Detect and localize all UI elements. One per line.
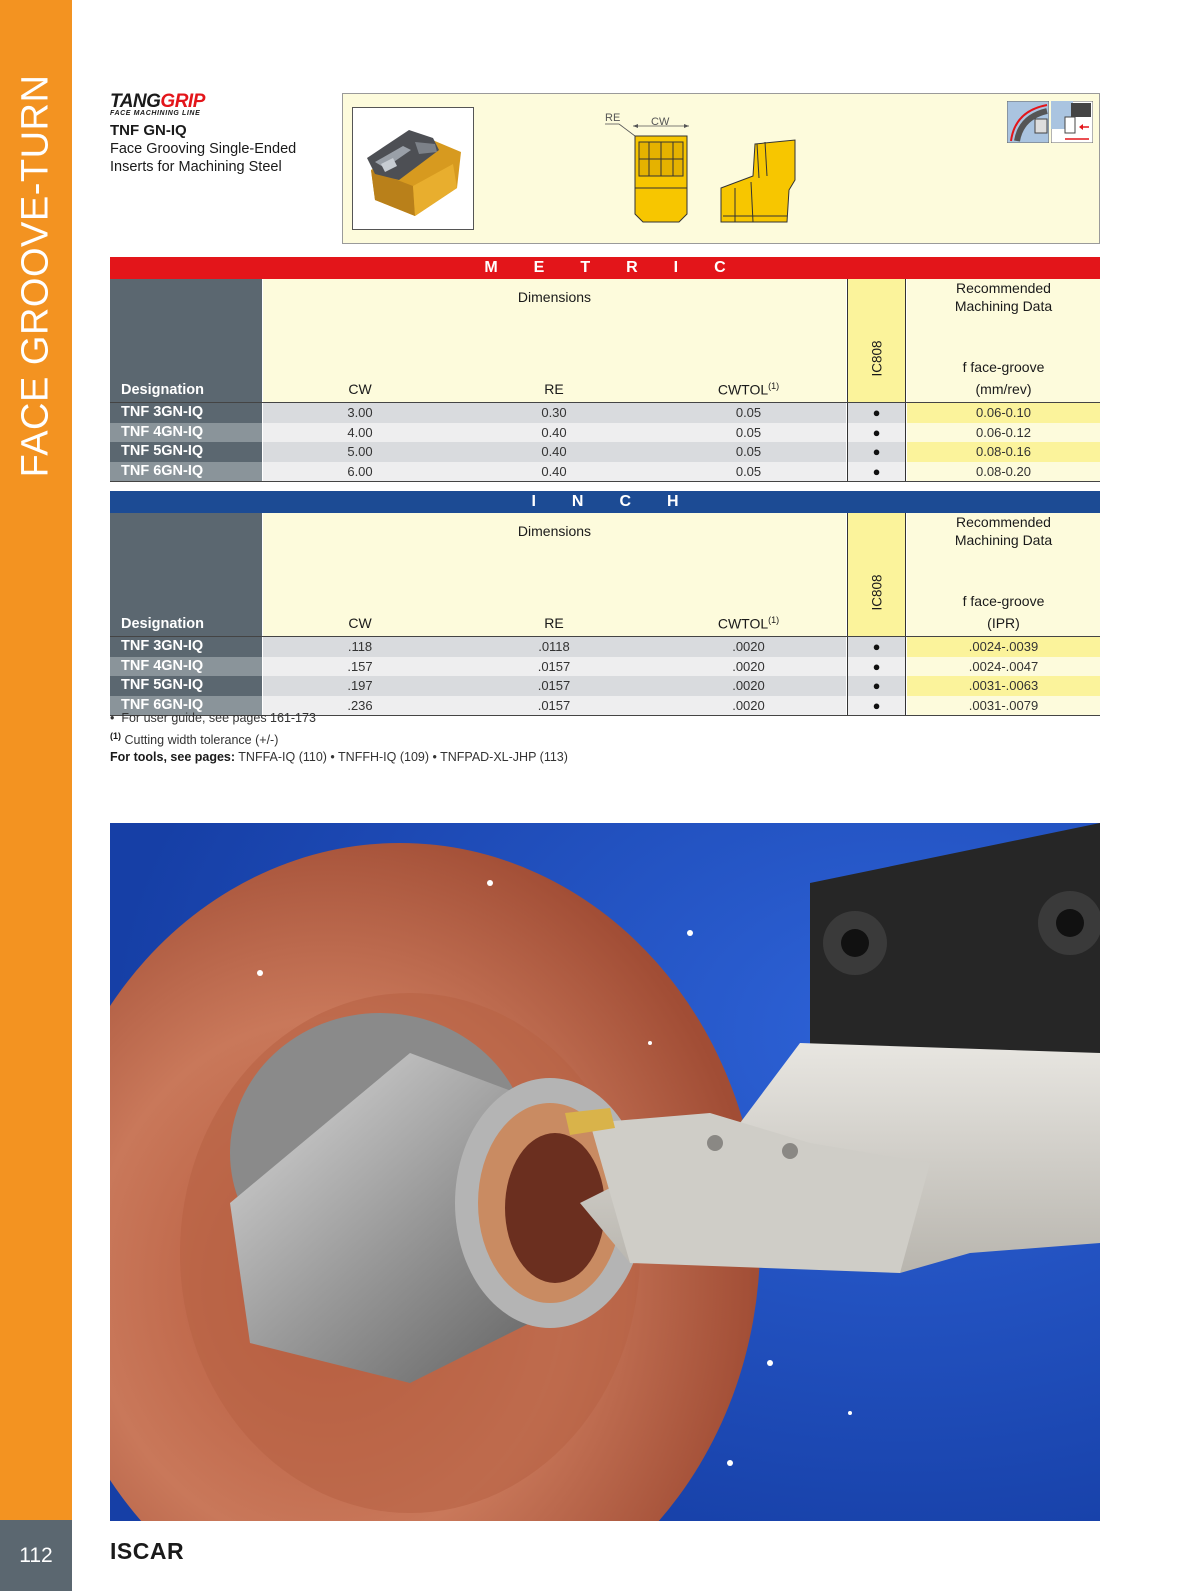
- cw-cell: 3.00: [347, 405, 373, 420]
- diagram-label-re: RE: [605, 112, 621, 124]
- cw-cell: .236: [347, 697, 373, 713]
- inch-band-label: INCH: [531, 493, 715, 510]
- inch-recommended-header: [907, 513, 1100, 636]
- logo-tang: TANG: [110, 91, 161, 112]
- inch-dimensions-label: Dimensions: [517, 523, 592, 539]
- metric-dimensions-label: Dimensions: [517, 289, 592, 305]
- metric-dimensions-header: [263, 279, 846, 402]
- inch-cwtol-label: CWTOL: [717, 615, 769, 632]
- tools-label: For tools, see pages:: [110, 750, 236, 765]
- machining-photo: [110, 823, 1100, 1521]
- grade-availability-cell: ●: [847, 462, 906, 482]
- metric-feed-header: f face-groove: [962, 359, 1045, 375]
- inch-grade-header: [847, 513, 906, 636]
- inch-recommended-line-1: Recommended: [956, 514, 1051, 530]
- footnotes: [110, 710, 568, 767]
- metric-grade-label: IC808: [869, 340, 884, 377]
- grade-availability-cell: ●: [847, 403, 906, 423]
- face-groove-icon: [1007, 101, 1049, 143]
- re-cell: 0.40: [541, 463, 567, 479]
- section-title: FACE GROOVE-TURN: [14, 74, 57, 478]
- inch-cwtol-footnote-mark: (1): [768, 615, 780, 625]
- designation-cell: TNF 4GN-IQ: [110, 657, 262, 677]
- metric-band-label: METRIC: [484, 259, 762, 276]
- tools-note: [110, 749, 568, 767]
- tolerance-text: Cutting width tolerance (+/-): [124, 732, 279, 747]
- metric-recommended-line-1: Recommended: [956, 280, 1051, 296]
- grade-availability-cell: ●: [847, 657, 906, 677]
- cw-cell: .157: [347, 658, 373, 674]
- re-cell: .0157: [537, 697, 571, 713]
- designation-cell: TNF 4GN-IQ: [110, 423, 262, 443]
- table-row: [110, 442, 1100, 462]
- re-cell: .0157: [537, 658, 571, 674]
- insert-photo: [352, 107, 474, 230]
- product-desc-line-2: Inserts for Machining Steel: [110, 159, 282, 175]
- table-row: [110, 403, 1100, 423]
- cwtol-cell: 0.05: [735, 444, 762, 459]
- cw-cell: 6.00: [347, 463, 373, 479]
- table-row: [110, 423, 1100, 443]
- re-cell: .0118: [538, 639, 570, 654]
- feed-cell: .0031-.0063: [907, 676, 1100, 696]
- insert-technical-drawing: [593, 104, 813, 234]
- page-number: 112: [0, 1520, 72, 1591]
- grade-availability-cell: ●: [847, 637, 906, 657]
- grade-availability-cell: ●: [847, 676, 906, 696]
- feed-cell: 0.06-0.12: [907, 423, 1100, 443]
- table-row: [110, 637, 1100, 657]
- cwtol-cell: 0.05: [735, 405, 762, 420]
- inch-dimensions-header: [263, 513, 846, 636]
- cwtol-cell: .0020: [732, 697, 765, 713]
- product-description: [110, 140, 330, 176]
- tolerance-note: [110, 728, 568, 750]
- metric-recommended-line-2: Machining Data: [954, 298, 1053, 314]
- metric-grade-header: [847, 279, 906, 402]
- inch-designation-header: [110, 513, 262, 636]
- metric-cwtol-header: [651, 381, 846, 398]
- user-guide-text: For user guide, see pages 161-173: [121, 711, 316, 725]
- inch-grade-label: IC808: [869, 574, 884, 611]
- re-cell: 0.30: [541, 405, 567, 420]
- tools-links: TNFFA-IQ (110) • TNFFH-IQ (109) • TNFPAD-XL-JHP (113): [238, 750, 568, 765]
- inch-cw-header: CW: [348, 615, 372, 631]
- insert-illustration-box: [342, 93, 1100, 244]
- re-cell: 0.40: [541, 424, 567, 440]
- inch-designation-label: Designation: [121, 616, 204, 632]
- metric-cw-header: CW: [348, 381, 372, 397]
- designation-cell: TNF 3GN-IQ: [110, 637, 262, 657]
- user-guide-note: [110, 710, 568, 728]
- re-cell: .0157: [537, 678, 571, 693]
- metric-designation-header: [110, 279, 262, 402]
- tanggrip-logo: [110, 91, 230, 117]
- feed-cell: .0024-.0039: [907, 637, 1100, 657]
- cw-cell: .197: [347, 678, 373, 693]
- metric-cwtol-footnote-mark: (1): [768, 381, 780, 391]
- metric-designation-label: Designation: [121, 382, 204, 398]
- inch-table-header: [110, 513, 1100, 636]
- grade-availability-cell: ●: [847, 442, 906, 462]
- face-turn-direction-icon: [1051, 101, 1093, 143]
- diagram-label-cw: CW: [651, 116, 670, 128]
- inch-recommended-line-2: Machining Data: [954, 532, 1053, 548]
- metric-re-header: RE: [544, 381, 564, 397]
- bullet: •: [110, 711, 115, 725]
- product-code: TNF GN-IQ: [110, 122, 187, 139]
- inch-cwtol-header: [651, 615, 846, 632]
- cw-cell: 5.00: [347, 444, 373, 459]
- logo-grip: GRIP: [160, 91, 205, 112]
- metric-table-body: [110, 402, 1100, 482]
- cwtol-cell: 0.05: [735, 424, 762, 440]
- inch-feed-unit: (IPR): [987, 615, 1020, 631]
- metric-band: [110, 257, 1100, 279]
- cw-cell: 4.00: [347, 424, 373, 440]
- iscar-brand: ISCAR: [110, 1538, 185, 1564]
- logo-subtitle: FACE MACHINING LINE: [110, 110, 201, 117]
- table-row: [110, 676, 1100, 696]
- cwtol-cell: 0.05: [735, 463, 762, 479]
- grade-availability-cell: ●: [847, 696, 906, 716]
- feed-cell: 0.06-0.10: [907, 403, 1100, 423]
- metric-cwtol-label: CWTOL: [717, 381, 769, 398]
- product-desc-line-1: Face Grooving Single-Ended: [110, 141, 297, 157]
- designation-cell: TNF 3GN-IQ: [110, 403, 262, 423]
- feed-cell: .0031-.0079: [907, 696, 1100, 716]
- grade-availability-cell: ●: [847, 423, 906, 443]
- cw-cell: .118: [347, 639, 373, 654]
- inch-feed-header: f face-groove: [962, 593, 1045, 609]
- inch-band: [110, 491, 1100, 513]
- metric-table-header: [110, 279, 1100, 402]
- table-row: [110, 462, 1100, 482]
- cwtol-cell: .0020: [732, 678, 765, 693]
- inch-table-body: [110, 636, 1100, 716]
- feed-cell: .0024-.0047: [907, 657, 1100, 677]
- footnote-mark: (1): [110, 730, 121, 741]
- feed-cell: 0.08-0.20: [907, 462, 1100, 482]
- re-cell: 0.40: [541, 444, 567, 459]
- metric-feed-unit: (mm/rev): [975, 381, 1032, 397]
- designation-cell: TNF 6GN-IQ: [110, 462, 262, 482]
- feed-cell: 0.08-0.16: [907, 442, 1100, 462]
- cwtol-cell: .0020: [732, 658, 765, 674]
- table-row: [110, 657, 1100, 677]
- designation-cell: TNF 6GN-IQ: [110, 696, 262, 716]
- designation-cell: TNF 5GN-IQ: [110, 676, 262, 696]
- designation-cell: TNF 5GN-IQ: [110, 442, 262, 462]
- inch-re-header: RE: [544, 615, 564, 631]
- metric-recommended-header: [907, 279, 1100, 402]
- cwtol-cell: .0020: [732, 639, 765, 654]
